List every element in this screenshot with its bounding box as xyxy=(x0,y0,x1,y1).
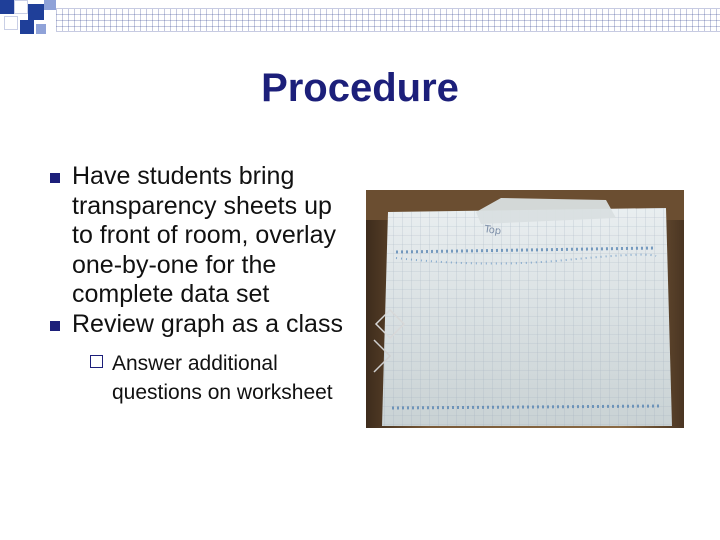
sub-bullet-item xyxy=(90,349,352,407)
bullet-item xyxy=(50,162,350,310)
square-bullet-icon xyxy=(50,321,60,331)
ornament-square xyxy=(0,0,14,14)
ornament-square xyxy=(28,4,44,20)
sub-bullet-text: Answer additional questions on worksheet xyxy=(112,352,333,404)
square-bullet-icon xyxy=(50,173,60,183)
transparency-photo xyxy=(366,190,684,428)
header-grid-bar xyxy=(56,8,720,32)
bullet-item xyxy=(50,310,350,340)
ornament-square xyxy=(14,0,28,14)
hollow-square-bullet-icon xyxy=(90,355,103,368)
bullet-text: Have students bring transparency sheets up to front of room, overlay one-by-one for the complete data set xyxy=(72,162,337,308)
photo-handwritten-label: Top xyxy=(483,224,502,238)
ornament-square xyxy=(36,24,46,34)
bullet-text: Review graph as a class xyxy=(72,309,343,338)
ornament-square xyxy=(20,20,34,34)
bullet-list xyxy=(50,162,350,407)
slide-title: Procedure xyxy=(261,66,459,110)
ornament-square xyxy=(4,16,18,30)
header-ornament xyxy=(0,0,720,40)
ornament-square xyxy=(44,0,56,10)
